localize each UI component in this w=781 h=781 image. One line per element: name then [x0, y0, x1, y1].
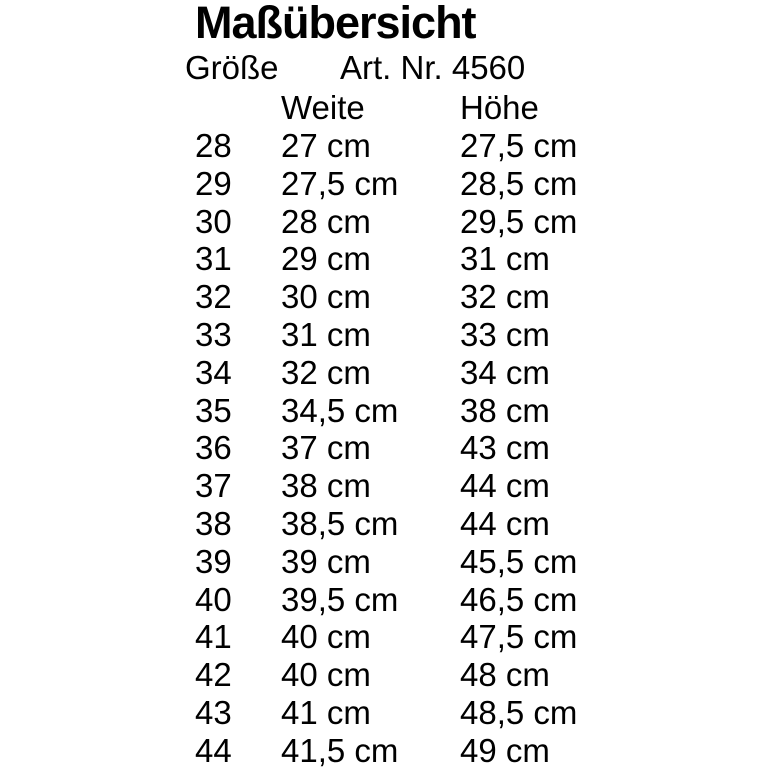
width-cell: 32 cm	[281, 353, 371, 391]
width-cell: 27,5 cm	[281, 164, 399, 202]
width-cell: 38 cm	[281, 467, 371, 505]
table-row	[0, 165, 781, 203]
table-row	[0, 505, 781, 543]
size-cell: 28	[195, 127, 232, 164]
size-cell: 41	[195, 618, 232, 656]
width-cell: 34,5 cm	[281, 391, 399, 429]
size-cell: 36	[195, 429, 232, 467]
height-cell: 33 cm	[460, 315, 550, 353]
size-cell: 43	[195, 693, 232, 731]
size-cell: 34	[195, 353, 232, 391]
size-cell: 39	[195, 542, 232, 580]
width-cell: 30 cm	[281, 278, 371, 316]
size-cell: 32	[195, 278, 232, 316]
width-cell: 40 cm	[281, 618, 371, 656]
height-column-label: Höhe	[460, 89, 539, 126]
height-cell: 44 cm	[460, 504, 550, 542]
height-cell: 47,5 cm	[460, 618, 578, 656]
height-cell: 45,5 cm	[460, 542, 578, 580]
article-number-label: Art. Nr. 4560	[340, 49, 526, 86]
size-cell: 40	[195, 580, 232, 618]
size-cell: 29	[195, 164, 232, 202]
height-cell: 34 cm	[460, 353, 550, 391]
table-row	[0, 543, 781, 581]
height-cell: 28,5 cm	[460, 164, 578, 202]
table-row	[0, 240, 781, 278]
height-cell: 49 cm	[460, 731, 550, 769]
size-cell: 31	[195, 240, 232, 278]
page-title: Maßübersicht	[195, 0, 476, 48]
table-row	[0, 127, 781, 165]
width-cell: 41,5 cm	[281, 731, 399, 769]
width-cell: 39,5 cm	[281, 580, 399, 618]
height-cell: 48,5 cm	[460, 693, 578, 731]
table-row	[0, 618, 781, 656]
size-cell: 37	[195, 467, 232, 505]
table-row	[0, 203, 781, 241]
height-cell: 46,5 cm	[460, 580, 578, 618]
table-row	[0, 656, 781, 694]
width-cell: 31 cm	[281, 315, 371, 353]
height-cell: 32 cm	[460, 278, 550, 316]
width-cell: 40 cm	[281, 656, 371, 694]
size-table-body	[0, 127, 781, 770]
size-cell: 38	[195, 504, 232, 542]
table-row	[0, 316, 781, 354]
height-cell: 29,5 cm	[460, 202, 578, 240]
size-cell: 33	[195, 315, 232, 353]
table-row	[0, 429, 781, 467]
table-row	[0, 392, 781, 430]
height-cell: 27,5 cm	[460, 127, 578, 164]
table-row	[0, 694, 781, 732]
width-cell: 37 cm	[281, 429, 371, 467]
width-cell: 38,5 cm	[281, 504, 399, 542]
height-cell: 44 cm	[460, 467, 550, 505]
size-cell: 44	[195, 731, 232, 769]
table-row	[0, 354, 781, 392]
width-cell: 39 cm	[281, 542, 371, 580]
table-row	[0, 278, 781, 316]
width-cell: 28 cm	[281, 202, 371, 240]
width-cell: 27 cm	[281, 127, 371, 164]
size-cell: 35	[195, 391, 232, 429]
height-cell: 31 cm	[460, 240, 550, 278]
size-cell: 42	[195, 656, 232, 694]
height-cell: 43 cm	[460, 429, 550, 467]
height-cell: 48 cm	[460, 656, 550, 694]
width-cell: 29 cm	[281, 240, 371, 278]
table-row	[0, 467, 781, 505]
height-cell: 38 cm	[460, 391, 550, 429]
size-cell: 30	[195, 202, 232, 240]
table-row	[0, 732, 781, 770]
width-column-label: Weite	[281, 89, 365, 126]
table-row	[0, 581, 781, 619]
size-column-label: Größe	[185, 49, 279, 86]
width-cell: 41 cm	[281, 693, 371, 731]
